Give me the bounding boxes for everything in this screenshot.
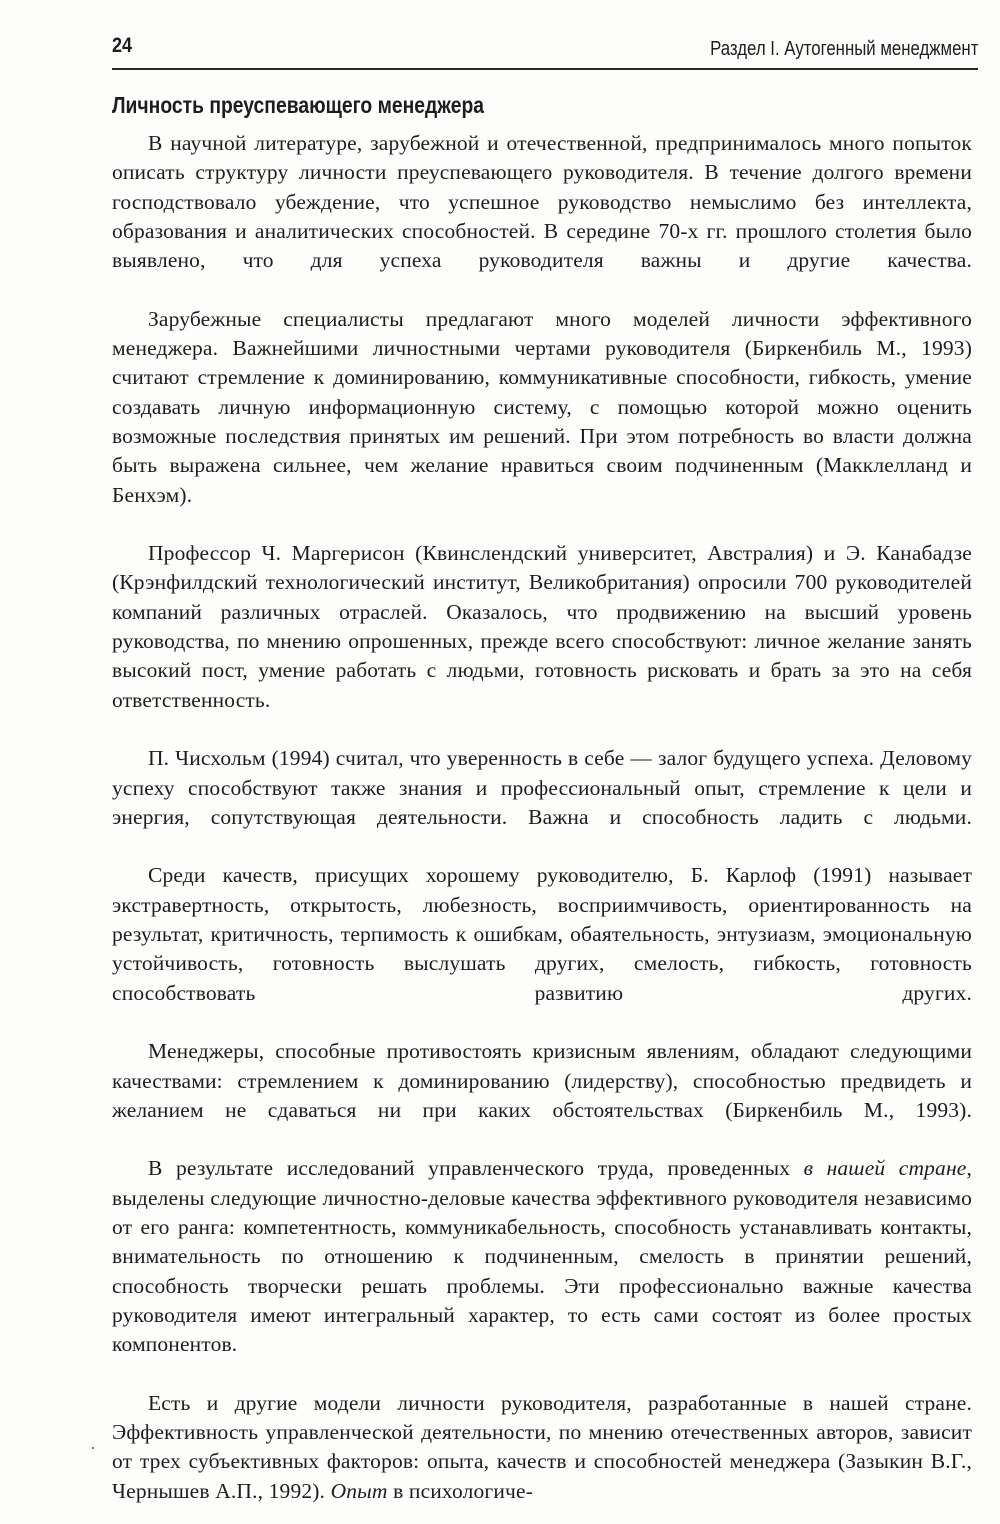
paragraph bbox=[112, 744, 972, 861]
paragraph-text: Есть и другие модели личности руководителя, разработанные в нашей стране. Эффективность управленческой деятельности, по мнению отечественных авторов, зависит от трех субъективных факторов: опыта, качеств и способностей менеджера (Зазыкин В.Г., Чернышев А.П., 1992). bbox=[112, 1390, 972, 1503]
paragraph-text: Зарубежные специалисты предлагают много моделей личности эффективного менеджера. Важнейшими личностными чертами руководителя (Биркенбиль М., 1993) считают стремление к доминированию, коммуникативные способности, гибкость, умение создавать личную информационную систему, с помощью которой можно оценить возможные последствия принятых им решений. При этом потребность во власти должна быть выражена сильнее, чем желание нравиться своим подчиненным (Макклелланд и Бенхэм). bbox=[112, 306, 972, 507]
paragraph bbox=[112, 539, 972, 744]
paragraph bbox=[112, 861, 972, 1037]
paragraph bbox=[112, 305, 972, 539]
italic-term: Опыт bbox=[330, 1478, 388, 1503]
paragraph-text: Профессор Ч. Маргерисон (Квинслендский университет, Австралия) и Э. Канабадзе (Крэнфилдский технологический институт, Великобритания) опросили 700 руководителей компаний различных отраслей. Оказалось, что продвижению на высший уровень руководства, по мнению опрошенных, прежде всего способствуют: личное желание занять высокий пост, умение работать с людьми, готовность рисковать и брать за это на себя ответственность. bbox=[112, 541, 972, 712]
paragraph-text: Менеджеры, способные противостоять кризисным явлениям, обладают следующими качествами: стремлением к доминированию (лидерству), способностью предвидеть и желанием не сдаваться ни при каких обстоятельствах (Биркенбиль М., 1993). bbox=[112, 1039, 972, 1122]
paragraph-text: , выделены следующие личностно-деловые качества эффективного руководителя независимо от его ранга: компетентность, коммуникабельность, способность устанавливать контакты, внимательность по отношению к подчиненным, смелость в принятии решений, способность творчески решать проблемы. Эти профессионально важные качества руководителя имеют интегральный характер, то есть сами состоят из более простых компонентов. bbox=[112, 1156, 972, 1357]
paragraph bbox=[112, 1154, 972, 1388]
paragraph-text: В результате исследований управленческого труда, проведенных bbox=[148, 1156, 804, 1181]
page-number: 24 bbox=[112, 34, 133, 57]
paragraph-text: П. Чисхольм (1994) считал, что уверенность в себе — залог будущего успеха. Деловому успеху способствуют также знания и профессиональный опыт, стремление к цели и энергия, сопутствующая деятельности. Важна и способность ладить с людьми. bbox=[112, 746, 972, 829]
section-heading: Личность преуспевающего менеджера bbox=[112, 92, 485, 118]
paragraph-text: Среди качеств, присущих хорошему руководителю, Б. Карлоф (1991) называет экстравертность, открытость, любезность, восприимчивость, ориентированность на результат, критичность, терпимость к ошибкам, обаятельность, энтузиазм, эмоциональную устойчивость, готовность выслушать других, смелость, гибкость, готовность способствовать развитию других. bbox=[112, 863, 972, 1005]
italic-phrase: в нашей стране bbox=[803, 1156, 967, 1181]
section-title: Раздел I. Аутогенный менеджмент bbox=[709, 38, 978, 60]
paragraph-text: в психологиче- bbox=[387, 1478, 534, 1503]
paragraph bbox=[112, 1389, 972, 1506]
paragraph-text: В научной литературе, зарубежной и отечественной, предпринималось много попыток описать структуру личности преуспевающего руководителя. В течение долгого времени господствовало убеждение, что успешное руководство немыслимо без интеллекта, образования и аналитических способностей. В середине 70-х гг. прошлого столетия было выявлено, что для успеха руководителя важны и другие качества. bbox=[112, 131, 972, 273]
paragraph bbox=[112, 1037, 972, 1154]
body-text bbox=[112, 129, 972, 1506]
running-header bbox=[112, 30, 978, 70]
print-speck bbox=[92, 1447, 94, 1449]
paragraph bbox=[112, 129, 972, 305]
